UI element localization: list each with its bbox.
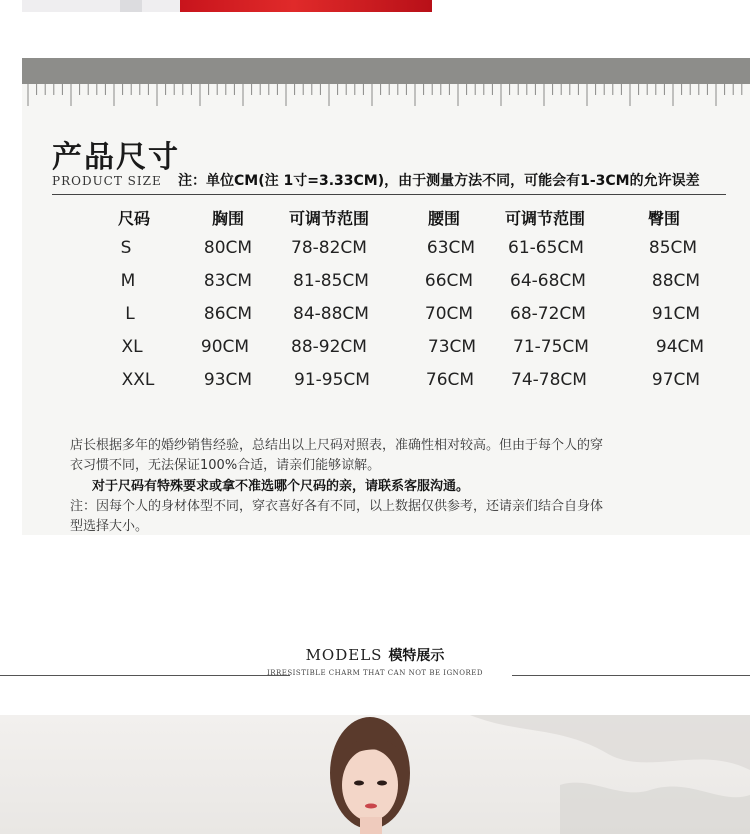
cell-hip: 94CM [655,337,705,357]
cell-waist: 66CM [424,271,474,291]
header-waist-range: 可调节范围 [504,209,586,228]
size-chart-title: 产品尺寸 [52,140,180,175]
reference-note-text: 型选择大小。 [70,519,149,534]
model-photo [0,715,750,834]
cell-bust: 93CM [203,370,253,390]
cell-waist-range: 61-65CM [508,238,584,258]
reference-note-text: 注：因每个人的身材体型不同，穿衣喜好各有不同，以上数据仅供参考，还请亲们结合自身体 [70,499,604,514]
contact-service-text: 对于尺码有特殊要求或拿不准选哪个尺码的亲，请联系客服沟通。 [92,479,470,494]
measurement-note: 注：单位CM(注 1寸=3.33CM)，由于测量方法不同，可能会有1-3CM的允许误差 [178,173,700,189]
size-advice-text: 店长根据多年的婚纱销售经验，总结出以上尺码对照表，准确性相对较高。但由于每个人的穿 [70,438,604,453]
cell-hip: 97CM [651,370,701,390]
header-size: 尺码 [117,209,151,228]
cell-bust: 80CM [203,238,253,258]
models-section-title [0,645,750,665]
cell-bust: 86CM [203,304,253,324]
cell-waist-range: 71-75CM [513,337,589,357]
cell-size: XXL [121,370,155,390]
cell-hip: 88CM [651,271,701,291]
red-lace-dress-photo [180,0,432,12]
cell-waist: 76CM [425,370,475,390]
ruler-bar [22,58,750,84]
cell-hip: 91CM [651,304,701,324]
header-hip: 臀围 [647,209,681,228]
cell-hip: 85CM [648,238,698,258]
cell-size: M [120,271,136,291]
ruler-ticks [22,84,750,109]
models-title-en: MODELS [305,646,383,664]
title-divider [52,194,726,195]
cell-bust-range: 84-88CM [293,304,369,324]
cell-waist-range: 64-68CM [510,271,586,291]
table-row [22,238,750,266]
table-row [22,304,750,332]
size-advice-text: 衣习惯不同，无法保证100%合适，请亲们能够谅解。 [70,458,381,473]
cell-size: S [120,238,132,258]
model-illustration [0,715,750,834]
cell-bust-range: 91-95CM [294,370,370,390]
cell-size: L [125,304,135,324]
size-chart-card [22,58,750,535]
cell-bust-range: 78-82CM [291,238,367,258]
cell-size: XL [121,337,143,357]
table-row [22,370,750,398]
cell-waist: 70CM [424,304,474,324]
cell-waist-range: 74-78CM [511,370,587,390]
cell-waist: 63CM [426,238,476,258]
table-row [22,271,750,299]
header-bust-range: 可调节范围 [288,209,370,228]
cell-bust-range: 88-92CM [291,337,367,357]
cell-bust-range: 81-85CM [293,271,369,291]
size-chart-subtitle: PRODUCT SIZE [52,174,162,188]
table-header-row [22,206,750,234]
photo-background [22,0,180,12]
cell-bust: 83CM [203,271,253,291]
cell-waist: 73CM [427,337,477,357]
cell-bust: 90CM [200,337,250,357]
cell-waist-range: 68-72CM [510,304,586,324]
header-bust: 胸围 [211,209,245,228]
table-row [22,337,750,365]
header-waist: 腰围 [427,209,461,228]
models-subtitle: IRRESISTIBLE CHARM THAT CAN NOT BE IGNORED [266,669,484,677]
top-product-photo [22,0,432,12]
models-title-cn: 模特展示 [388,648,445,664]
